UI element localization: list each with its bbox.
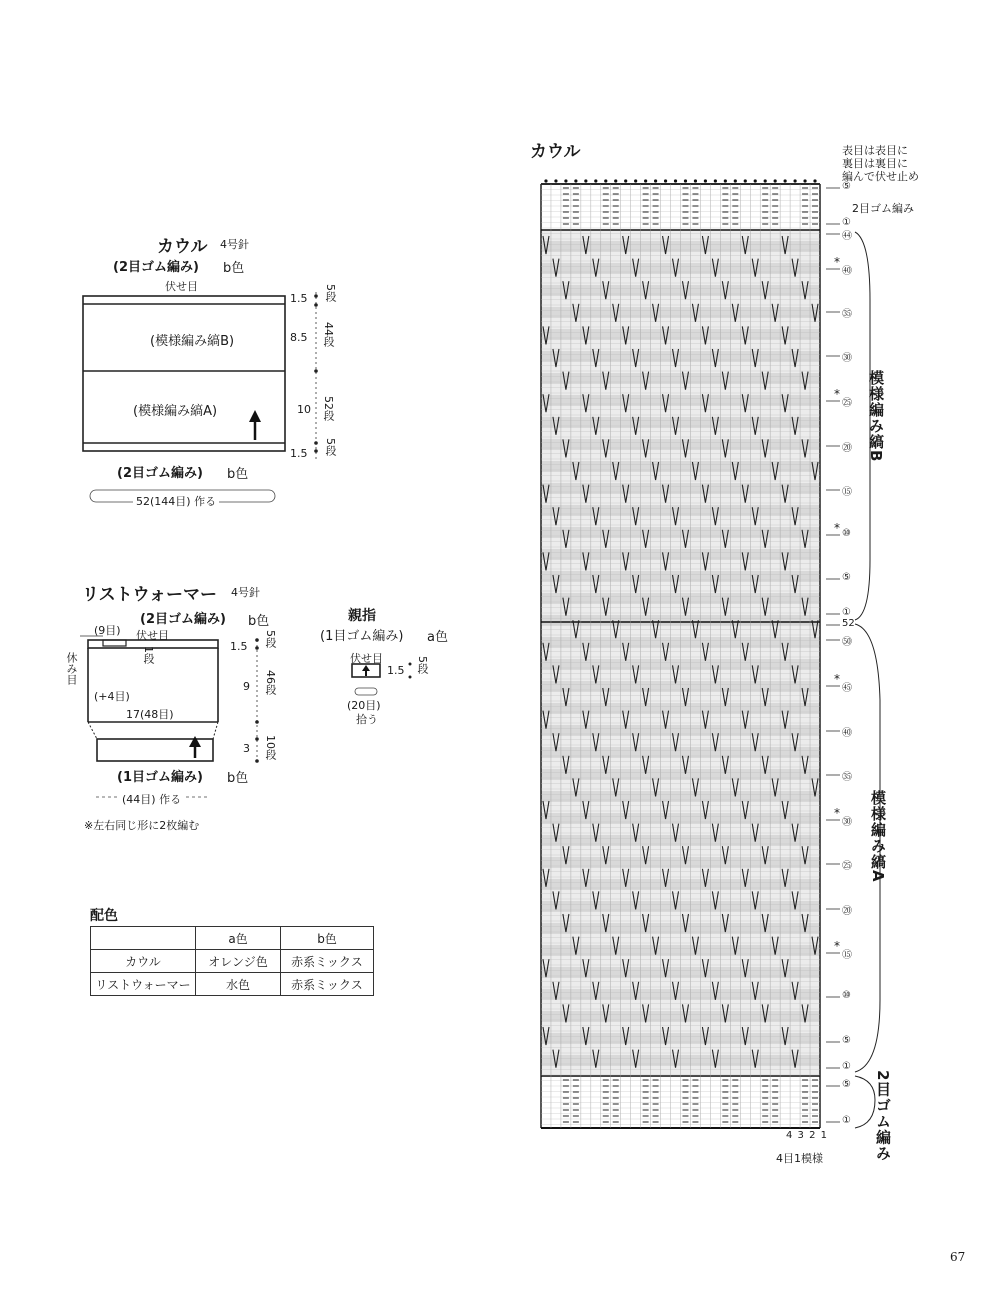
bind-off-dot [644, 179, 647, 182]
table-header: b色 [281, 927, 374, 950]
row-number-mark: ㉕ [842, 398, 852, 409]
wrist-top-rib: (2目ゴム編み) [140, 612, 226, 627]
cowl-needle: 4号針 [220, 238, 249, 251]
row-number-mark: ㉚ [842, 353, 852, 364]
asterisk-mark: * [834, 806, 840, 820]
bind-off-dot [674, 179, 677, 182]
chart-repeat-label: 4目1模様 [776, 1152, 823, 1165]
row-number-mark: ㉟ [842, 309, 852, 320]
cowl-dim-rows: 52段 [322, 396, 335, 421]
wrist-note: ※左右同じ形に2枚編む [84, 819, 200, 832]
row-number-mark: ① [842, 1061, 851, 1072]
wrist-plus4: (+4目) [94, 690, 130, 703]
cowl-bottom-rib: (2目ゴム編み) [117, 466, 203, 481]
cowl-dim-cm: 8.5 [290, 331, 308, 344]
bind-off-dot [624, 179, 627, 182]
bind-off-dot [684, 179, 687, 182]
table-cell: 水色 [196, 973, 281, 996]
wrist-dim-rows: 10段 [264, 735, 277, 760]
row-number-mark: ㊺ [842, 683, 852, 694]
wrist-bind-off: 伏せ目 [136, 629, 169, 642]
wrist-width: 17(48目) [126, 708, 174, 721]
table-header: a色 [196, 927, 281, 950]
row-number-mark: ㊵ [842, 266, 852, 277]
wrist-top-rib-color: b色 [248, 614, 270, 629]
wrist-dim-cm: 1.5 [230, 640, 248, 653]
chart-top-rib-label: 2目ゴム編み [852, 202, 914, 215]
row-number-mark: ⑩ [842, 990, 851, 1001]
row-number-mark: ⑮ [842, 950, 852, 961]
chart-repeat-numbers: 4 3 2 1 [786, 1130, 828, 1141]
bind-off-dot [544, 179, 547, 182]
thumb-rib: (1目ゴム編み) [320, 629, 404, 644]
row-number-mark: ⑤ [842, 1079, 851, 1090]
bind-off-dot [754, 179, 757, 182]
cowl-cast-on: 52(144目) 作る [133, 493, 219, 509]
wrist-one-row: 1段 [142, 646, 155, 664]
bind-off-dot [744, 179, 747, 182]
bind-off-dot [594, 179, 597, 182]
table-cell: カウル [91, 950, 196, 973]
cowl-bottom-rib-color: b色 [227, 467, 249, 482]
thumb-title: 親指 [348, 608, 376, 624]
thumb-rib-color: a色 [427, 630, 448, 645]
bind-off-dot [694, 179, 697, 182]
thumb-pick-up: (20目) [347, 699, 381, 712]
row-number-mark: ㉕ [842, 861, 852, 872]
color-table-title: 配色 [90, 908, 118, 924]
cowl-dim-cm: 1.5 [290, 447, 308, 460]
row-number-mark: ⑤ [842, 572, 851, 583]
table-cell: リストウォーマー [91, 973, 196, 996]
wrist-dim-rows: 5段 [264, 630, 277, 648]
bind-off-dot [784, 179, 787, 182]
bind-off-dot [704, 179, 707, 182]
wrist-dim-rows: 46段 [264, 670, 277, 695]
table-cell: 赤系ミックス [281, 973, 374, 996]
bind-off-dot [574, 179, 577, 182]
row-number-mark: ⑳ [842, 443, 852, 454]
asterisk-mark: * [834, 387, 840, 401]
cowl-dim-cm: 10 [297, 403, 311, 416]
chart-bottom-rib-label: 2目ゴム編み [874, 1070, 892, 1162]
asterisk-mark: * [834, 521, 840, 535]
row-number-mark: ① [842, 607, 851, 618]
asterisk-mark: * [834, 939, 840, 953]
wrist-side-label: 休み目 [65, 652, 78, 685]
wrist-nine-sts: (9目) [94, 624, 121, 637]
chart-bind-off-note: 裏目は裏目に [842, 157, 908, 170]
chart-bind-off-note: 編んで伏せ止め [842, 170, 919, 183]
page-number: 67 [950, 1250, 966, 1264]
bind-off-dot [774, 179, 777, 182]
bind-off-dot [803, 179, 806, 182]
bottom-rib-bracket [855, 1076, 875, 1128]
wrist-title: リストウォーマー [82, 585, 217, 605]
wrist-cast-on: (44目) 作る [119, 791, 184, 807]
bind-off-dot [584, 179, 587, 182]
thumb-rows: 5段 [416, 656, 429, 674]
wrist-bottom-rib: (1目ゴム編み) [117, 770, 203, 785]
row-number-mark: ⑤ [842, 1035, 851, 1046]
bind-off-dot [813, 179, 816, 182]
cowl-top-rib: (2目ゴム編み) [113, 260, 199, 275]
cowl-bind-off: 伏せ目 [165, 280, 198, 293]
row-number-mark: ⑤ [842, 181, 851, 192]
cowl-dim-rows: 44段 [322, 322, 335, 347]
row-number-mark: ① [842, 1115, 851, 1126]
row-number-mark: ㊹ [842, 231, 852, 242]
wrist-dim-cm: 9 [243, 680, 250, 693]
row-number-mark: ㉚ [842, 817, 852, 828]
bind-off-dot [793, 179, 796, 182]
row-number-mark: 52 [842, 618, 855, 629]
row-number-mark: ⑩ [842, 528, 851, 539]
cowl-dim-rows: 5段 [324, 284, 337, 302]
cowl-title: カウル [157, 237, 208, 257]
cowl-section-b-label: (模様編み縞B) [150, 334, 235, 349]
row-number-mark: ㊵ [842, 728, 852, 739]
cowl-dim-cm: 1.5 [290, 292, 308, 305]
thumb-cm: 1.5 [387, 664, 405, 677]
table-cell: 赤系ミックス [281, 950, 374, 973]
bind-off-dot [604, 179, 607, 182]
asterisk-mark: * [834, 255, 840, 269]
bind-off-dot [714, 179, 717, 182]
wrist-dim-cm: 3 [243, 742, 250, 755]
thumb-pick-up-label: 拾う [356, 713, 378, 726]
cowl-section-a-label: (模様編み縞A) [133, 404, 218, 419]
thumb-bind-off: 伏せ目 [350, 652, 383, 665]
wrist-bottom-rib-color: b色 [227, 771, 249, 786]
bind-off-dot [654, 179, 657, 182]
row-number-mark: ㉟ [842, 772, 852, 783]
table-cell: オレンジ色 [196, 950, 281, 973]
asterisk-mark: * [834, 672, 840, 686]
chart-section-b-label: 模様編み縞B [867, 370, 885, 463]
bind-off-dot [634, 179, 637, 182]
row-number-mark: ⑳ [842, 906, 852, 917]
chart-title: カウル [530, 142, 581, 162]
row-number-mark: ㊿ [842, 637, 852, 648]
bind-off-dot [764, 179, 767, 182]
row-number-mark: ① [842, 217, 851, 228]
row-number-mark: ⑮ [842, 487, 852, 498]
chart-bind-off-note: 表目は表目に [842, 144, 908, 157]
bind-off-dot [724, 179, 727, 182]
bind-off-dot [664, 179, 667, 182]
bind-off-dot [614, 179, 617, 182]
bind-off-dot [564, 179, 567, 182]
bind-off-dot [554, 179, 557, 182]
cowl-dim-rows: 5段 [324, 438, 337, 456]
chart-section-a-label: 模様編み縞A [869, 790, 887, 883]
wrist-needle: 4号針 [231, 586, 260, 599]
bind-off-dot [734, 179, 737, 182]
cowl-top-rib-color: b色 [223, 261, 245, 276]
